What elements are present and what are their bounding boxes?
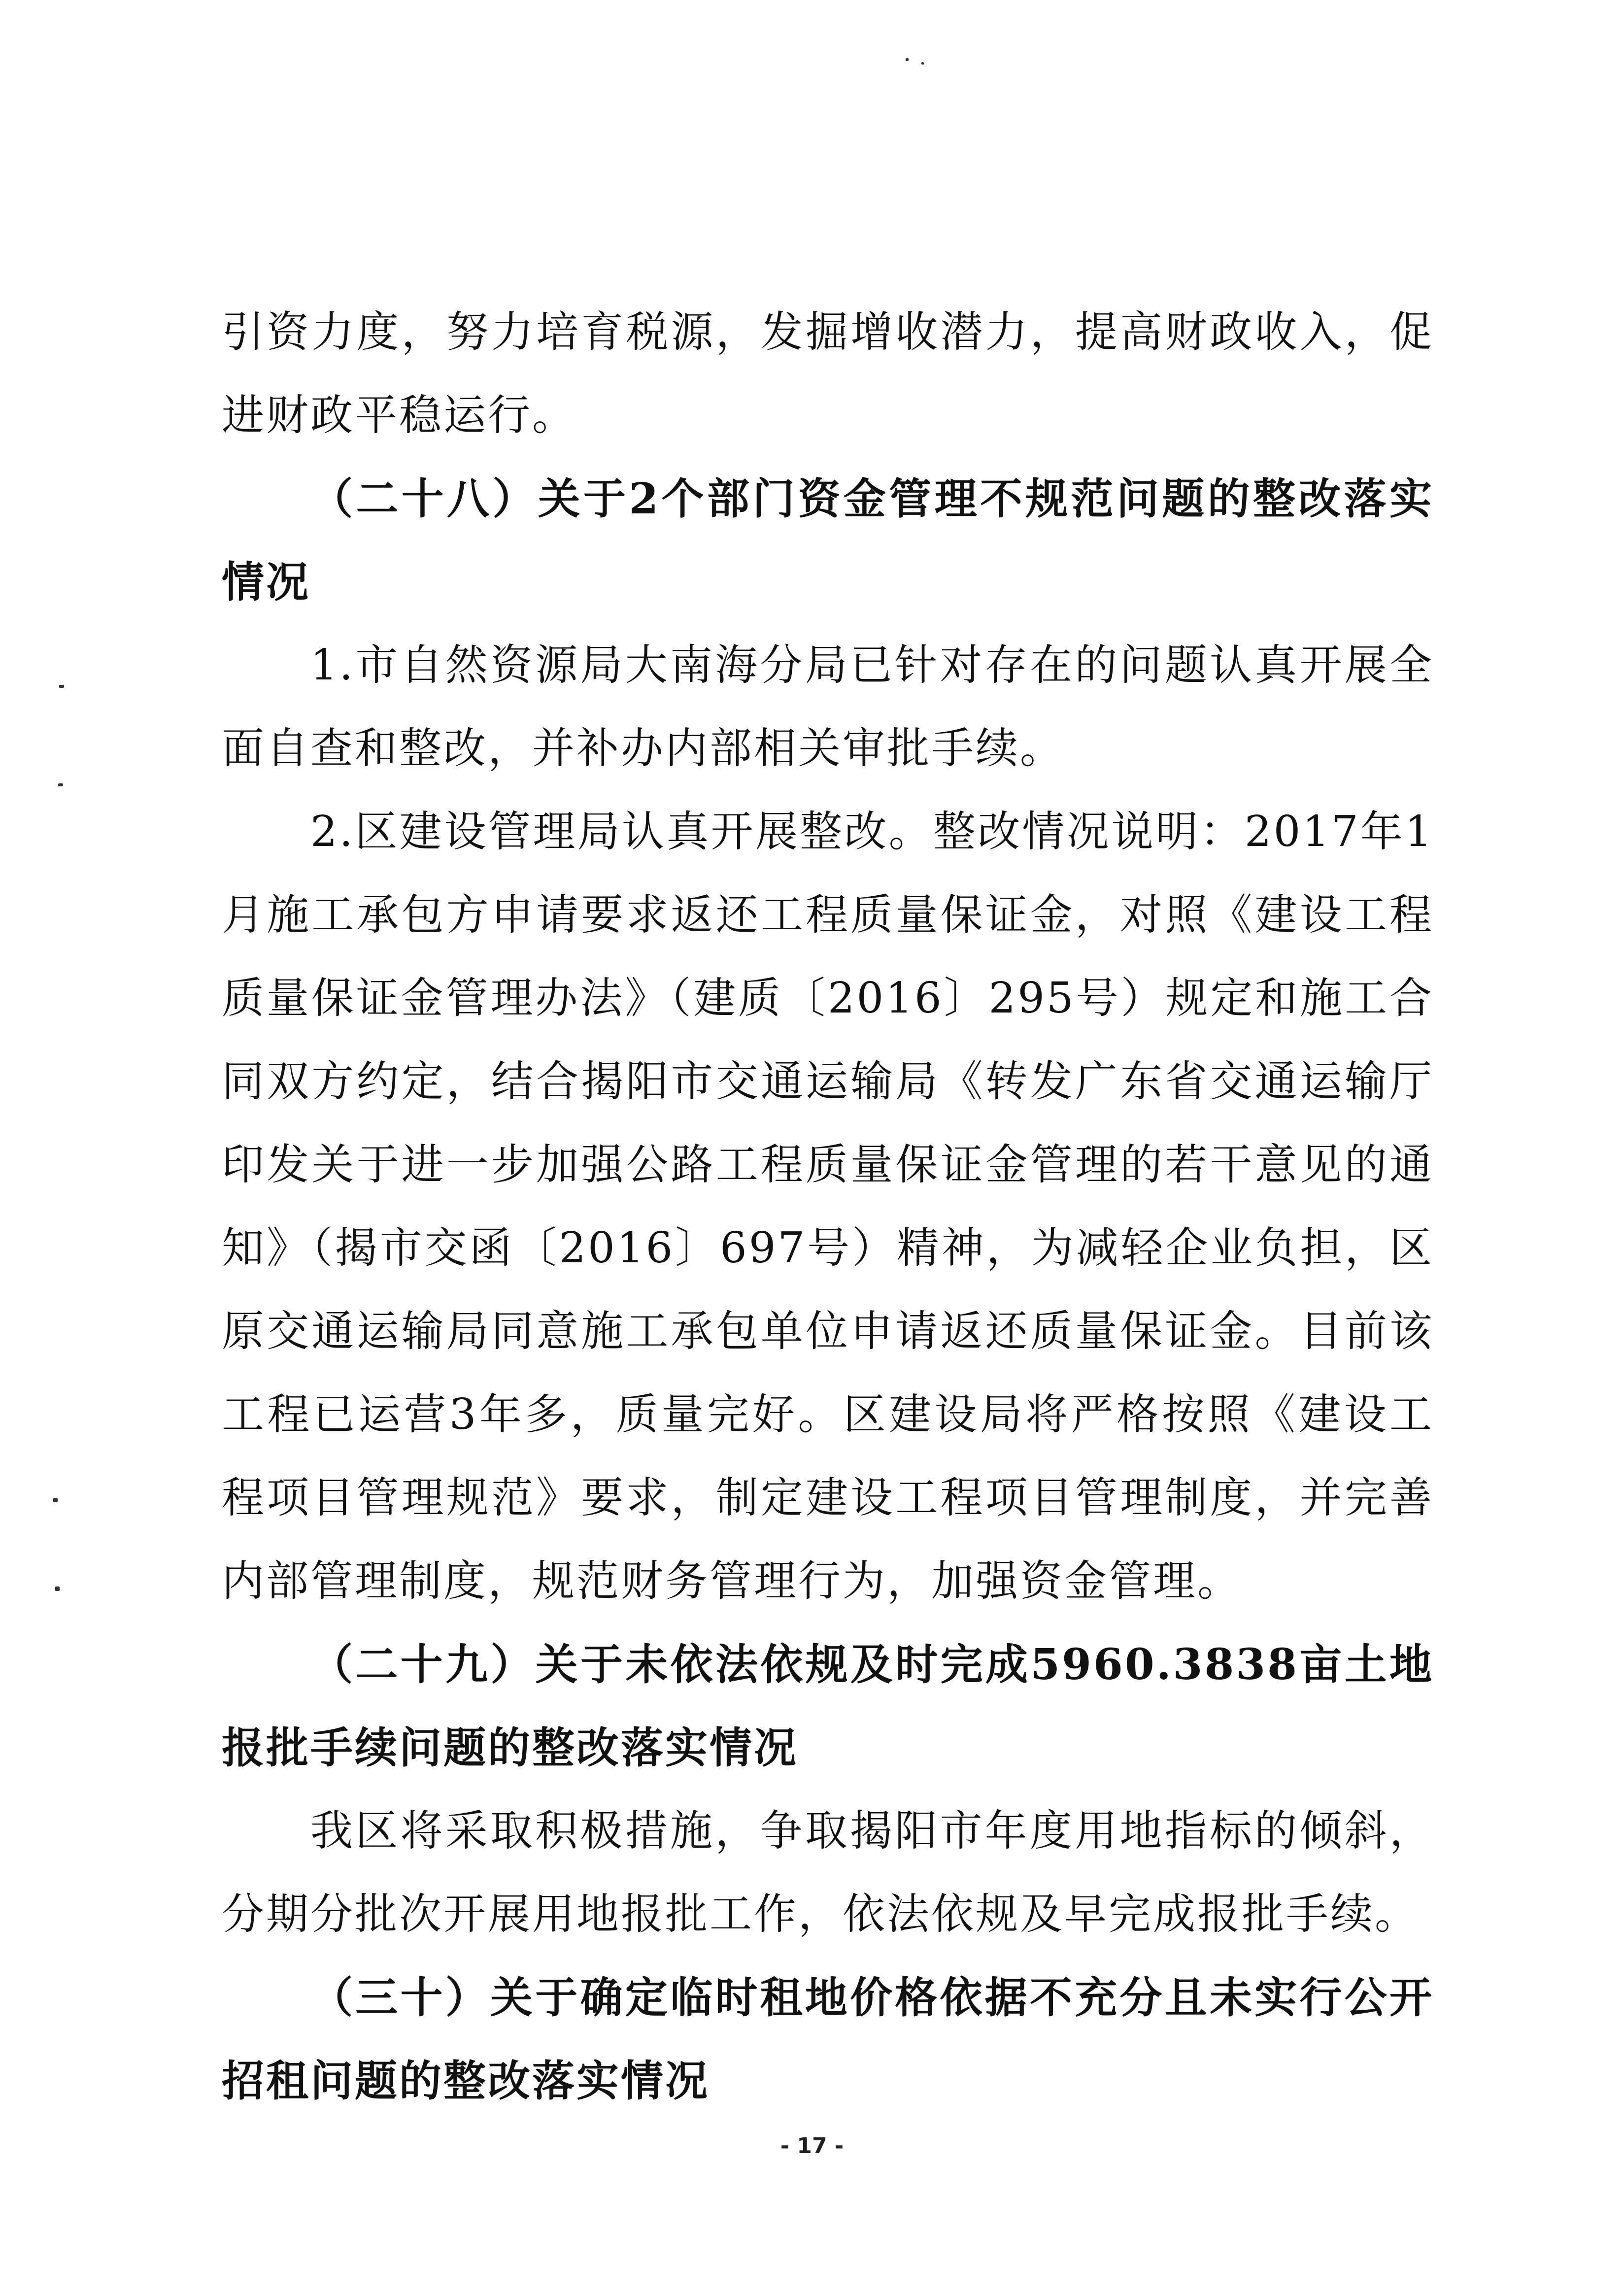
- paragraph-item-1: 1.市自然资源局大南海分局已针对存在的问题认真开展全面自查和整改，并补办内部相关审批手续。: [222, 641, 1434, 773]
- scan-speck: [55, 1587, 60, 1591]
- scan-speck: [59, 685, 64, 688]
- paragraph-continued: 引资力度，努力培育税源，发掘增收潜力，提高财政收入，促进财政平稳运行。: [222, 307, 1434, 440]
- scan-speck: [921, 62, 924, 65]
- scan-speck: [53, 1498, 58, 1502]
- paragraph-land-approval: 我区将采取积极措施，争取揭阳市年度用地指标的倾斜，分期分批次开展用地报批工作，依法依规及早完成报批手续。: [222, 1806, 1434, 1939]
- section-heading-28: （二十八）关于2个部门资金管理不规范问题的整改落实情况: [222, 474, 1434, 607]
- scan-speck: [906, 58, 909, 61]
- section-heading-30: （三十）关于确定临时租地价格依据不充分且未实行公开招租问题的整改落实情况: [222, 1973, 1434, 2106]
- page-number: - 17 -: [780, 2133, 844, 2159]
- scan-speck: [58, 783, 63, 786]
- section-heading-29: （二十九）关于未依法依规及时完成5960.3838亩土地报批手续问题的整改落实情况: [222, 1640, 1434, 1773]
- paragraph-item-2: 2.区建设管理局认真开展整改。整改情况说明：2017年1月施工承包方申请要求返还工程质量保证金，对照《建设工程质量保证金管理办法》（建质〔2016〕295号）规定和施工合同双方约定，结合揭阳市交通运输局《转发广东省交通运输厅印发关于进一步加强公路工程质量保证金管理的若干意见的通知》（揭市交函〔2016〕697号）精神，为减轻企业负担，区原交通运输局同意施工承包单位申请返还质量保证金。目前该工程已运营3年多，质量完好。区建设局将严格按照《建设工程项目管理规范》要求，制定建设工程项目管理制度，并完善内部管理制度，规范财务管理行为，加强资金管理。: [222, 807, 1434, 1606]
- document-body: [222, 291, 1434, 2123]
